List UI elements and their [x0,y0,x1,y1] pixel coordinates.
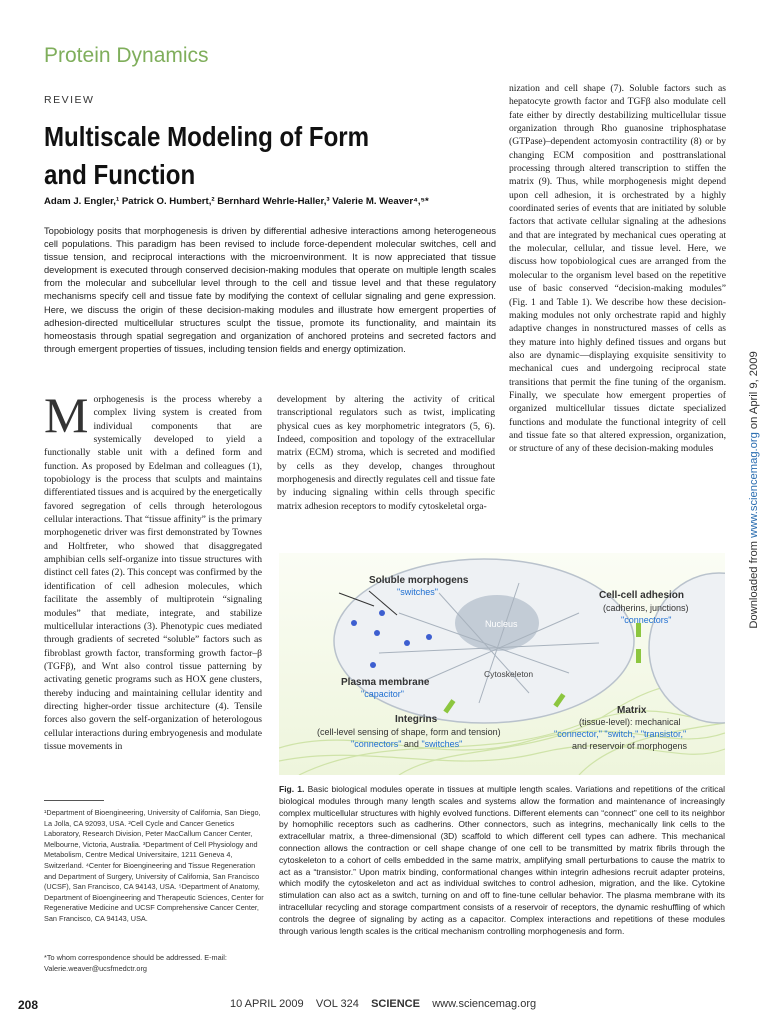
page-number: 208 [18,998,39,1012]
figure-caption-text: Basic biological modules operate in tissues at multiple length scales. Variations and repetitions of the critical biological modules through many length scales and systems allow the formation and maintenance of increasingly complex multicellular structures with highly evolved functions. Different elements can “connect” one cell to its neighbor by homophilic receptors such as cadherins. Other connectors, such as integrins, mechanically link cells to the extracellular matrix, a three-dimensional (3D) scaffold to which different cell types can adhere. This mechanical connection allows the contraction or cell shape change of one cell to be transmitted by matrix fibrils through the cytoskeleton to a cohort of cells embedded in the same matrix, amplifying small perturbations to cause the matrix to act as a “transistor.” Upon matrix binding, conformational changes within integrin adhesions recruit adapter proteins, which modify the cytoskeleton and act as individual switches to control adhesion, migration, and the like. Cytokine stimulation can also act as a switch, turning on and off to fine-tune cellular behavior. The plasma membrane with its intracellular recycling and storage compartment consists of a reservoir of receptors, the dynamic reshuffling of which controls the degree of signaling by acting as a capacitor. Complex interactions and repetitions of these modules through various length scales is the critical mechanism controlling morphogenesis and form. [279,784,725,936]
integrins-connectors-label: "connectors" [351,739,402,749]
cytoskeleton-label: Cytoskeleton [484,669,534,679]
matrix-description: (tissue-level): mechanical [579,717,681,727]
figure-1-illustration [279,553,725,775]
plasma-membrane-label: Plasma membrane [341,677,430,688]
body-column-3: nization and cell shape (7). Soluble factors such as hepatocyte growth factor and TGFβ also modulate cell fate either by directly destabilizing multicellular tissue organization through Rho guanosine triphosphatase (GTPase)–dependent actomyosin contractility (8) or by changing ECM composition and posttranslational processing through altered transcription to stiffen the matrix (9). Thus, while morphogenesis might depend upon cell adhesion, it is orchestrated by a highly coordinated series of events that are initiated by soluble factors that activate cellular signaling at the adhesions and that are integrated by mechanical cues operating at the molecular, cellular, and tissue level. Here, we discuss how topobiological cues are arranged from the molecular to the organism level based on the repetitive use of basic conserved “decision-making modules” (Fig. 1 and Table 1). We describe how these decision-making modules not only orchestrate rapid and highly adaptive changes in nonstructured masses of cells as they mature into highly defined tissues and organs but also are dynamic—displaying exquisite sensitivity to mechanical cues and undergoing reciprocal state transitions that permit the fine tuning of the organism. Finally, we speculate how emergent properties of organized multicellular tissues dictate specialized functions and modulate the functional integrity of cell and tissue fate so that altered expression, organization, or structure of any of these decision-making modules [509,83,726,455]
footnote-divider [44,800,104,801]
download-notice [748,351,760,628]
cell-cell-adhesion-label: Cell-cell adhesion [599,590,685,601]
section-label: Protein Dynamics [44,44,209,67]
body-column-2: development by altering the activity of critical transcriptional regulators such as twist, implicating physical cues as key morphometric integrators (5, 6). Indeed, composition and topology of the extracellular matrix (ECM) stroma, which is secreted and modified by cells as they develop, changes throughout morphogenesis and directly regulates cell and tissue fate by inducing signaling within cells through specific matrix adhesion receptors to modify cytoskeletal orga- [277,394,495,512]
figure-caption-label: Fig. 1. [279,784,305,794]
matrix-label: Matrix [617,705,647,716]
nucleus-label: Nucleus [485,619,518,629]
integrins-roles [351,739,462,749]
body-text-1: orphogenesis is the process whereby a complex living system is created from individual components that are systemically developed to yield a functionally stable unit with a defined form and function. As proposed by Edelman and colleagues (1), topobiology is the process that sculpts and maintains differentiated tissues and is acquired by the energetically favored segregation of cells through heterologous cellular interactions. That “tissue affinity” is the primary morphogenetic driver was first demonstrated by Townes and Holtfreter, who showed that disaggregated amphibian cells self-organize into tissue structures with distinct cell fates (2). This concept was confirmed by the identification of cell adhesion molecules, which facilitate the assembly of multiprotein “signaling modules” that mediate, integrate, and stabilize multicellular interactions (3). Phenotypic cues mediated through gradients of secreted “soluble” factors such as fibroblast growth factor, transforming growth factor–β (TGFβ), and Wnt also control tissue patterning by activating genetic programs such as HOX gene clusters, thereby inducing and maintaining cellular identity and directing higher-order tissue architecture (4). Tensile forces also govern the self-organization of heterologous cellular interactions during embryogenesis and modulate tissue movements in [44,394,262,752]
cell-cell-connectors-label: "connectors" [621,615,672,625]
footer-journal: SCIENCE [371,998,420,1010]
capacitor-label: "capacitor" [361,689,404,699]
soluble-switches-label: "switches" [397,587,438,597]
matrix-reservoir-label: and reservoir of morphogens [572,741,688,751]
author-list: Adam J. Engler,¹ Patrick O. Humbert,² Bernhard Wehrle-Haller,³ Valerie M. Weaver⁴,⁵* [44,196,429,207]
download-date: on April 9, 2009 [748,351,760,433]
cadherins-label: (cadherins, junctions) [603,603,689,613]
article-title: Multiscale Modeling of Form and Function [44,121,370,190]
abstract: Topobiology posits that morphogenesis is driven by differential adhesive interactions among heterogeneous cell populations. This paradigm has been revised to include force-dependent molecular switches, cell and tissue tension, and reciprocal interactions with the microenvironment. It is now appreciated that tissue development is executed through conserved decision-making modules that operate on multiple length scales from the molecular and subcellular level through to the cell and tissue level and that these regulatory mechanisms specify cell and tissue fate by modifying the context of cellular signaling and gene expression. Here, we discuss the origin of these decision-making modules and illustrate how emergent properties of adhesion-directed multicellular structures sculpt the tissue, promote its functionality, and maintain its homeostasis through spatial segregation and organization of anchored proteins and secreted factors and through emergent properties of tissues, including tension fields and energy optimization. [44,226,496,354]
integrins-description: (cell-level sensing of shape, form and tension) [317,727,501,737]
body-column-1 [44,387,262,753]
integrins-and-label: and [401,739,422,749]
drop-cap: M [44,387,89,443]
figure-caption [279,784,725,937]
footer-site: www.sciencemag.org [419,998,537,1010]
figure-1 [279,553,725,775]
footer-info [230,998,536,1010]
integrins-label: Integrins [395,714,438,725]
download-prefix: Downloaded from [748,537,760,629]
footer-issue: 10 APRIL 2009 VOL 324 [230,998,372,1010]
matrix-roles-label: "connector," "switch," "transistor," [554,729,687,739]
integrins-switches-label: "switches" [421,739,463,749]
soluble-morphogens-label: Soluble morphogens [369,575,469,586]
article-type: REVIEW [44,94,95,106]
download-site-link[interactable]: www.sciencemag.org [748,432,760,538]
correspondence: *To whom correspondence should be addressed. E-mail: Valerie.weaver@ucsfmedctr.org [44,953,227,973]
download-sidebar [748,320,760,660]
affiliations: ¹Department of Bioengineering, University of California, San Diego, La Jolla, CA 92093, USA. ²Cell Cycle and Cancer Genetics Laboratory, Research Division, Peter MacCallum Cancer Center, Melbourne, Victoria, Australia. ³Department of Cell Physiology and Metabolism, Centre Medical Universitaire, 1211 Geneva 4, Switzerland. ⁴Center for Bioengineering and Tissue Regeneration and Department of Surgery, University of California, San Francisco (UCSF), San Francisco, CA 94143, USA. ⁵Department of Anatomy, Department of Bioengineering and Therapeutic Sciences, Center for Regenerative Medicine and UCSF Comprehensive Cancer Center, San Francisco, CA 94143, USA. [44,808,264,923]
